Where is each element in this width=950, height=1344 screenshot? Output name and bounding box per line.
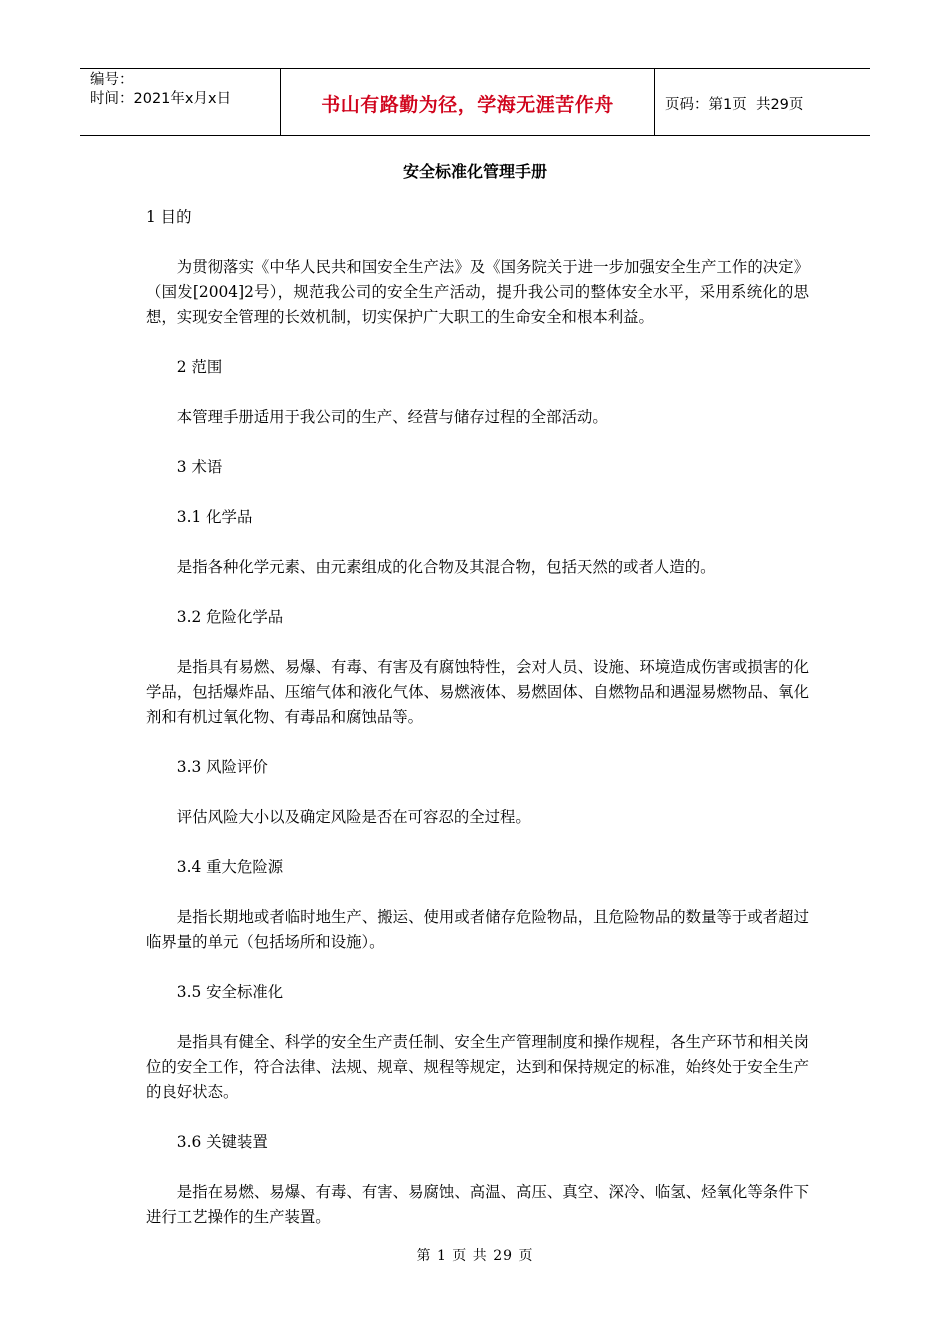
document-time-label: 时间：2021年x月x日 <box>90 91 232 107</box>
term-heading-hazardous-chemical: 3.2 危险化学品 <box>176 608 284 626</box>
term-text-key-equipment: 是指在易燃、易爆、有毒、有害、易腐蚀、高温、高压、真空、深冷、临氢、烃氧化等条件下进行工艺操作的生产装置。 <box>146 1183 809 1226</box>
term-text-safety-standardization: 是指具有健全、科学的安全生产责任制、安全生产管理制度和操作规程，各生产环节和相关岗位的安全工作，符合法律、法规、规章、规程等规定，达到和保持规定的标准，始终处于安全生产的良好状态。 <box>146 1033 809 1101</box>
term-text-risk-assessment: 评估风险大小以及确定风险是否在可容忍的全过程。 <box>176 808 531 826</box>
term-heading-safety-standardization: 3.5 安全标准化 <box>176 983 284 1001</box>
document-header <box>80 68 870 136</box>
term-heading-major-hazard: 3.4 重大危险源 <box>176 858 284 876</box>
header-meta-cell <box>80 69 281 135</box>
header-motto: 书山有路勤为径，学海无涯苦作舟 <box>281 69 655 135</box>
term-heading-chemical: 3.1 化学品 <box>176 508 253 526</box>
document-title: 安全标准化管理手册 <box>402 162 547 181</box>
header-page-cell <box>655 69 870 135</box>
document-number-label: 编号： <box>90 72 134 88</box>
page-footer <box>0 1245 950 1265</box>
section-heading-scope: 2 范围 <box>176 358 223 376</box>
section-text-scope: 本管理手册适用于我公司的生产、经营与储存过程的全部活动。 <box>176 408 608 426</box>
section-heading-purpose: 1 目的 <box>146 208 192 226</box>
term-text-chemical: 是指各种化学元素、由元素组成的化合物及其混合物，包括天然的或者人造的。 <box>176 558 716 576</box>
document-body <box>146 205 809 1255</box>
footer-page-number: 第 1 页 共 29 页 <box>416 1248 534 1264</box>
term-text-major-hazard: 是指长期地或者临时地生产、搬运、使用或者储存危险物品，且危险物品的数量等于或者超过临界量的单元（包括场所和设施）。 <box>146 908 809 951</box>
header-page-label: 页码：第1页 共29页 <box>665 96 804 113</box>
section-text-purpose: 为贯彻落实《中华人民共和国安全生产法》及《国务院关于进一步加强安全生产工作的决定》（国发[2004]2号），规范我公司的安全生产活动，提升我公司的整体安全水平，采用系统化的思想，实现安全管理的长效机制，切实保护广大职工的生命安全和根本利益。 <box>146 258 809 326</box>
term-text-hazardous-chemical: 是指具有易燃、易爆、有毒、有害及有腐蚀特性，会对人员、设施、环境造成伤害或损害的化学品，包括爆炸品、压缩气体和液化气体、易燃液体、易燃固体、自燃物品和遇湿易燃物品、氧化剂和有机过氧化物、有毒品和腐蚀品等。 <box>146 658 809 726</box>
term-heading-key-equipment: 3.6 关键装置 <box>176 1133 268 1151</box>
term-heading-risk-assessment: 3.3 风险评价 <box>176 758 268 776</box>
section-heading-terms: 3 术语 <box>176 458 223 476</box>
